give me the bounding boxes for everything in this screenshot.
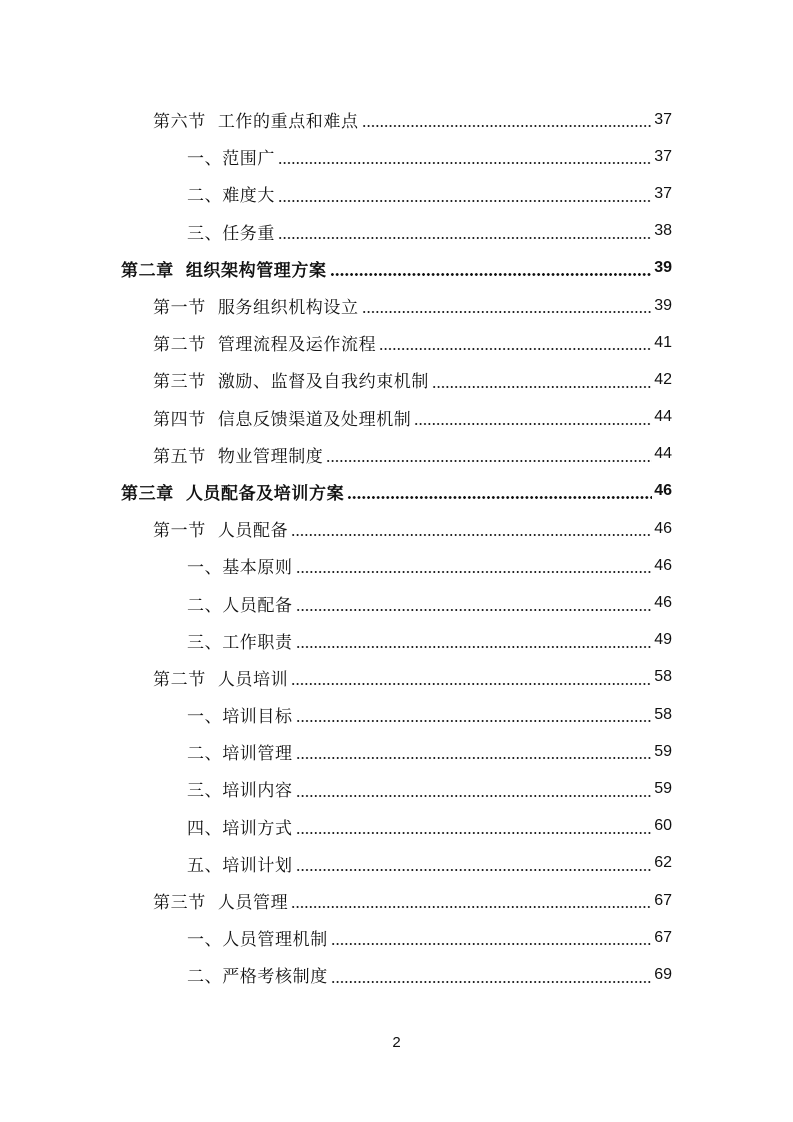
page-number: 2 [392,1034,401,1051]
toc-entry-label: 二、 [187,967,223,988]
toc-entry-label: 第二节 [153,335,206,356]
dot-leader [296,832,653,834]
toc-entry-text [187,628,293,653]
toc-entry-text [187,144,275,169]
toc-page-number: 69 [654,965,672,983]
toc-subsection-entry[interactable] [0,956,793,993]
toc-entry-text [153,405,411,430]
toc-page-number: 60 [654,817,672,835]
toc-subsection-entry[interactable] [0,547,793,584]
toc-entry-title: 人员管理 [217,893,289,914]
toc-entry-text [187,776,293,801]
toc-entry-label: 第五节 [153,446,206,467]
dot-leader [296,795,653,797]
toc-entry-title: 人员培训 [217,669,289,690]
dot-leader [331,943,652,945]
toc-subsection-entry[interactable] [0,808,793,845]
dot-leader [296,720,653,722]
toc-entry-label: 第三节 [153,372,206,393]
dot-leader [414,423,652,425]
toc-entry-text [187,814,293,839]
dot-leader [296,609,653,611]
toc-page-number: 42 [654,370,672,388]
toc-section-entry[interactable] [0,287,793,324]
toc-entry-title: 培训内容 [222,781,293,802]
toc-entry-text [187,962,328,987]
toc-entry-text [121,479,344,504]
toc-page-number: 46 [654,594,672,612]
toc-page-number: 58 [654,668,672,686]
dot-leader [362,311,653,313]
toc-entry-title: 工作职责 [222,632,293,653]
toc-subsection-entry[interactable] [0,175,793,212]
toc-entry-label: 第六节 [153,112,206,133]
toc-entry-text [153,516,288,541]
toc-entry-title: 服务组织机构设立 [217,298,359,319]
toc-chapter-entry[interactable] [0,473,793,510]
toc-entry-label: 二、 [187,186,223,207]
toc-section-entry[interactable] [0,436,793,473]
toc-entry-text [187,702,293,727]
toc-entry-title: 人员配备及培训方案 [185,483,345,504]
toc-subsection-entry[interactable] [0,622,793,659]
toc-entry-title: 物业管理制度 [217,446,324,467]
dot-leader [296,757,653,759]
toc-entry-text [187,181,275,206]
toc-entry-text [153,442,323,467]
toc-entry-title: 信息反馈渠道及处理机制 [217,409,412,430]
toc-entry-label: 一、 [187,707,223,728]
dot-leader [330,273,653,276]
toc-section-entry[interactable] [0,361,793,398]
toc-entry-title: 培训管理 [222,744,293,765]
toc-entry-text [187,739,293,764]
toc-entry-text [153,330,376,355]
dot-leader [347,496,652,499]
toc-entry-title: 人员配备 [222,595,293,616]
dot-leader [296,869,653,871]
toc-page-number: 49 [654,631,672,649]
toc-entry-label: 第二节 [153,669,206,690]
table-of-contents [0,101,793,994]
toc-entry-title: 培训方式 [222,818,293,839]
toc-chapter-entry[interactable] [0,250,793,287]
toc-entry-title: 组织架构管理方案 [185,260,327,281]
toc-entry-label: 第三章 [121,483,174,504]
toc-entry-title: 激励、监督及自我约束机制 [217,372,430,393]
dot-leader [291,683,652,685]
toc-subsection-entry[interactable] [0,770,793,807]
dot-leader [278,162,652,164]
toc-entry-text [153,888,288,913]
toc-entry-title: 人员管理机制 [222,930,328,951]
toc-page-number: 58 [654,705,672,723]
toc-page-number: 37 [654,110,672,128]
toc-page-number: 44 [654,445,672,463]
toc-page-number: 38 [654,222,672,240]
toc-page-number: 39 [654,296,672,314]
toc-page-number: 41 [654,333,672,351]
toc-entry-title: 人员配备 [217,521,289,542]
toc-page-number: 39 [654,259,672,277]
toc-entry-label: 三、 [187,632,223,653]
toc-entry-title: 基本原则 [222,558,293,579]
toc-subsection-entry[interactable] [0,213,793,250]
toc-section-entry[interactable] [0,101,793,138]
dot-leader [291,534,652,536]
toc-subsection-entry[interactable] [0,138,793,175]
dot-leader [331,981,652,983]
toc-entry-label: 第三节 [153,893,206,914]
toc-entry-text [187,553,293,578]
toc-section-entry[interactable] [0,882,793,919]
toc-entry-label: 一、 [187,558,223,579]
toc-entry-title: 管理流程及运作流程 [217,335,377,356]
toc-entry-label: 四、 [187,818,223,839]
dot-leader [291,906,652,908]
toc-page-number: 59 [654,779,672,797]
dot-leader [362,125,653,127]
toc-entry-title: 范围广 [222,149,276,170]
toc-page-number: 44 [654,408,672,426]
toc-subsection-entry[interactable] [0,733,793,770]
toc-entry-text [153,293,359,318]
toc-entry-label: 二、 [187,595,223,616]
toc-subsection-entry[interactable] [0,919,793,956]
toc-page-number: 46 [654,556,672,574]
toc-section-entry[interactable] [0,399,793,436]
dot-leader [432,386,652,388]
toc-subsection-entry[interactable] [0,584,793,621]
toc-page-number: 46 [654,482,672,500]
dot-leader [278,200,652,202]
toc-page-number: 59 [654,742,672,760]
toc-entry-label: 第二章 [121,260,174,281]
toc-page-number: 37 [654,184,672,202]
toc-entry-title: 工作的重点和难点 [217,112,359,133]
toc-entry-label: 五、 [187,855,223,876]
toc-entry-text [187,219,275,244]
toc-page-number: 46 [654,519,672,537]
toc-section-entry[interactable] [0,324,793,361]
dot-leader [379,348,652,350]
toc-entry-text [153,107,359,132]
toc-entry-title: 难度大 [222,186,276,207]
toc-page-number: 67 [654,891,672,909]
toc-entry-label: 一、 [187,930,223,951]
toc-entry-text [153,665,288,690]
toc-page-number: 62 [654,854,672,872]
dot-leader [278,237,652,239]
toc-entry-label: 三、 [187,223,223,244]
toc-entry-text [121,256,327,281]
toc-entry-title: 严格考核制度 [222,967,328,988]
toc-entry-text [153,367,429,392]
toc-subsection-entry[interactable] [0,845,793,882]
toc-entry-text [187,591,293,616]
toc-subsection-entry[interactable] [0,696,793,733]
toc-page-number: 67 [654,928,672,946]
toc-entry-text [187,851,293,876]
toc-entry-label: 第四节 [153,409,206,430]
toc-entry-label: 第一节 [153,298,206,319]
toc-section-entry[interactable] [0,659,793,696]
toc-entry-label: 二、 [187,744,223,765]
dot-leader [296,571,653,573]
dot-leader [296,646,653,648]
toc-entry-title: 培训计划 [222,855,293,876]
toc-entry-title: 任务重 [222,223,276,244]
toc-entry-title: 培训目标 [222,707,293,728]
toc-entry-label: 三、 [187,781,223,802]
toc-section-entry[interactable] [0,510,793,547]
toc-page-number: 37 [654,147,672,165]
toc-entry-label: 一、 [187,149,223,170]
dot-leader [326,460,652,462]
toc-entry-label: 第一节 [153,521,206,542]
toc-entry-text [187,925,328,950]
